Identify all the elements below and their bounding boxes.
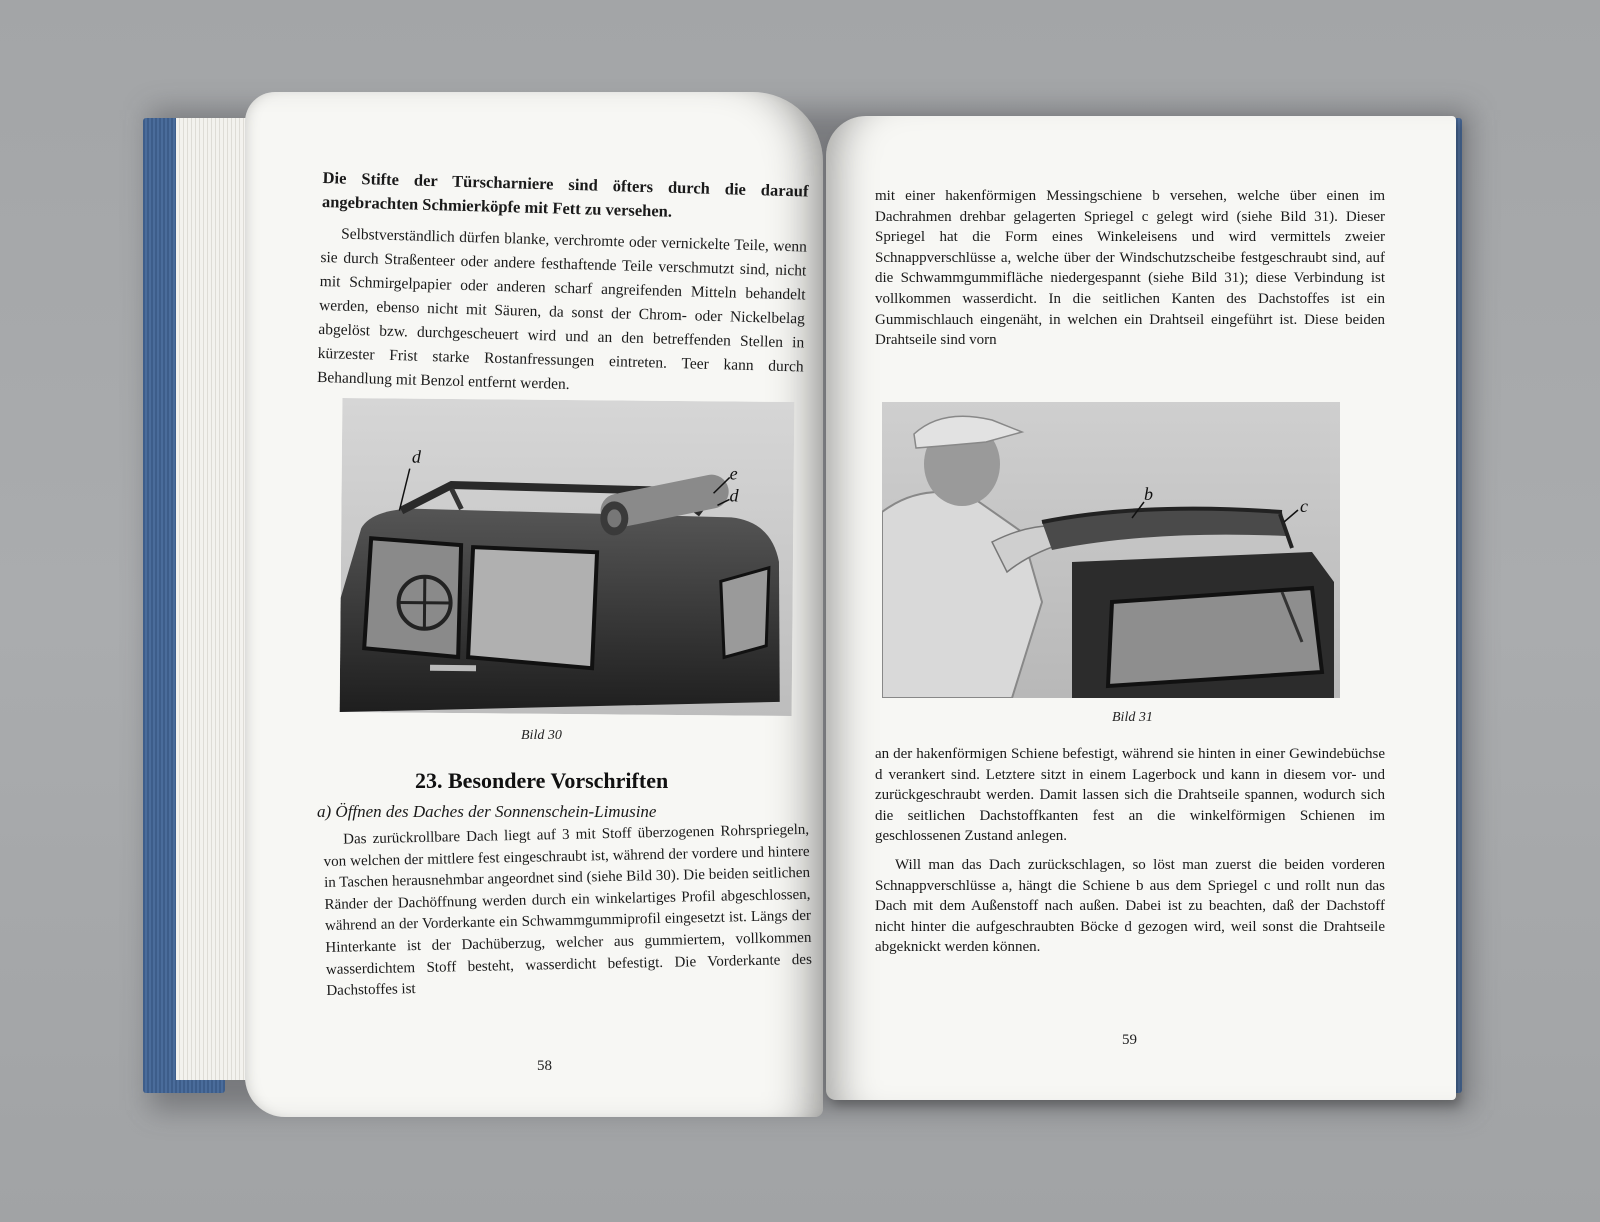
- right-paragraph-3-text: Will man das Dach zurückschlagen, so löst man zuerst die beiden vorderen Schnappverschlüsse a, hängt die Schiene b aus dem Spriegel c und rollt nun das Dach mit dem Außenstoff nach außen. Dabei ist zu beachten, daß der Dachstoff nicht hinter die aufgeschraubten Böcke d gezogen wird, weil sonst die Drahtseile abgeknickt werden können.: [875, 856, 1385, 956]
- subsection-heading: a) Öffnen des Daches der Sonnenschein-Limusine: [317, 802, 657, 821]
- figure-caption-30: Bild 30: [521, 728, 562, 743]
- right-paragraph-1: [875, 186, 1385, 351]
- label-d2: d: [729, 485, 739, 506]
- right-page: [826, 116, 1456, 1100]
- man-roof-photo: [882, 402, 1340, 698]
- label-e: e: [729, 463, 738, 484]
- right-paragraph-1-text: mit einer hakenförmigen Messingschiene b versehen, welche über einen im Dachrahmen drehbar gelagerten Spriegel c gelegt wird (siehe Bild 31). Dieser Spriegel hat die Form eines Winkeleisens und wird vermittels zweier Schnappverschlüsse a, welche über der Windschutzscheibe festgeschraubt sind, auf die Schwammgummifläche niedergespannt (siehe Bild 31); diese Verbindung ist vollkommen wasserdicht. In die seitlichen Kanten des Dachstoffes ist ein Gummischlauch eingenäht, in welchen ein Drahtseil eingeführt ist. Diese beiden Drahtseile sind vorn: [875, 188, 1385, 349]
- right-paragraph-2-text: an der hakenförmigen Schiene befestigt, während sie hinten in einer Gewindebüchse d verankert sind. Letztere sitzt in einem Lagerbock und kann in diesem vor- und zurückgeschraubt werden. Damit lassen sich die Drahtseile spannen, wodurch sich die seitlichen Dachstoffkanten fest an die winkelförmigen Schienen im geschlossenen Zustand anlegen.: [875, 746, 1385, 845]
- left-paragraph-1: Selbstverständlich dürfen blanke, verchromte oder vernickelte Teile, wenn sie durch Straßenteer oder andere festhaftende Teile verschmutzt sind, nicht mit Schmirgelpapier oder anderen scharf angreifenden Mitteln behandelt werden, ebenso nicht mit Säuren, da sonst der Chrom- oder Nickelbelag abgelöst bzw. durchgescheuert wird und an den betreffenden Stellen in kürzester Frist starke Rostanfressungen eintreten. Teer kann durch Behandlung mit Benzol entfernt werden.: [316, 225, 808, 393]
- figure-bild-30: [340, 398, 795, 716]
- page-number-58: 58: [537, 1058, 552, 1074]
- label-d1: d: [411, 446, 421, 467]
- figure-caption-31: Bild 31: [1112, 710, 1153, 725]
- figure-bild-31: [882, 402, 1340, 698]
- label-c: c: [1300, 496, 1308, 516]
- left-paragraph-2-text: Das zurückrollbare Dach liegt auf 3 mit Stoff überzogenen Rohrspriegeln, von welchen der mittlere fest eingeschraubt ist, während der vordere und hintere in Taschen herausnehmbar angeordnet sind (siehe Bild 30). Die beiden seitlichen Ränder der Dachöffnung werden durch ein winkelartiges Profil abgeschlossen, während an der Vorderkante ein Schwammgummiprofil eingesetzt ist. Längs der Hinterkante ist der Dachüberzug, welcher aus gummiertem, vollkommen wasserdichtem Stoff besteht, wasserdicht befestigt. Die Vorderkante des Dachstoffes ist: [323, 821, 812, 1000]
- page-number-59: 59: [1122, 1032, 1137, 1048]
- intro-bold-text: Die Stifte der Türscharniere sind öfters durch die darauf angebrachten Schmierköpfe mit Fett zu versehen.: [321, 167, 809, 221]
- section-heading: 23. Besondere Vorschriften: [415, 768, 669, 793]
- left-page: [245, 92, 823, 1117]
- car-roof-photo: [340, 398, 795, 716]
- left-paragraph-2: [323, 820, 813, 1003]
- right-paragraph-2: [875, 744, 1385, 958]
- left-intro: [317, 166, 809, 403]
- label-b: b: [1144, 484, 1153, 504]
